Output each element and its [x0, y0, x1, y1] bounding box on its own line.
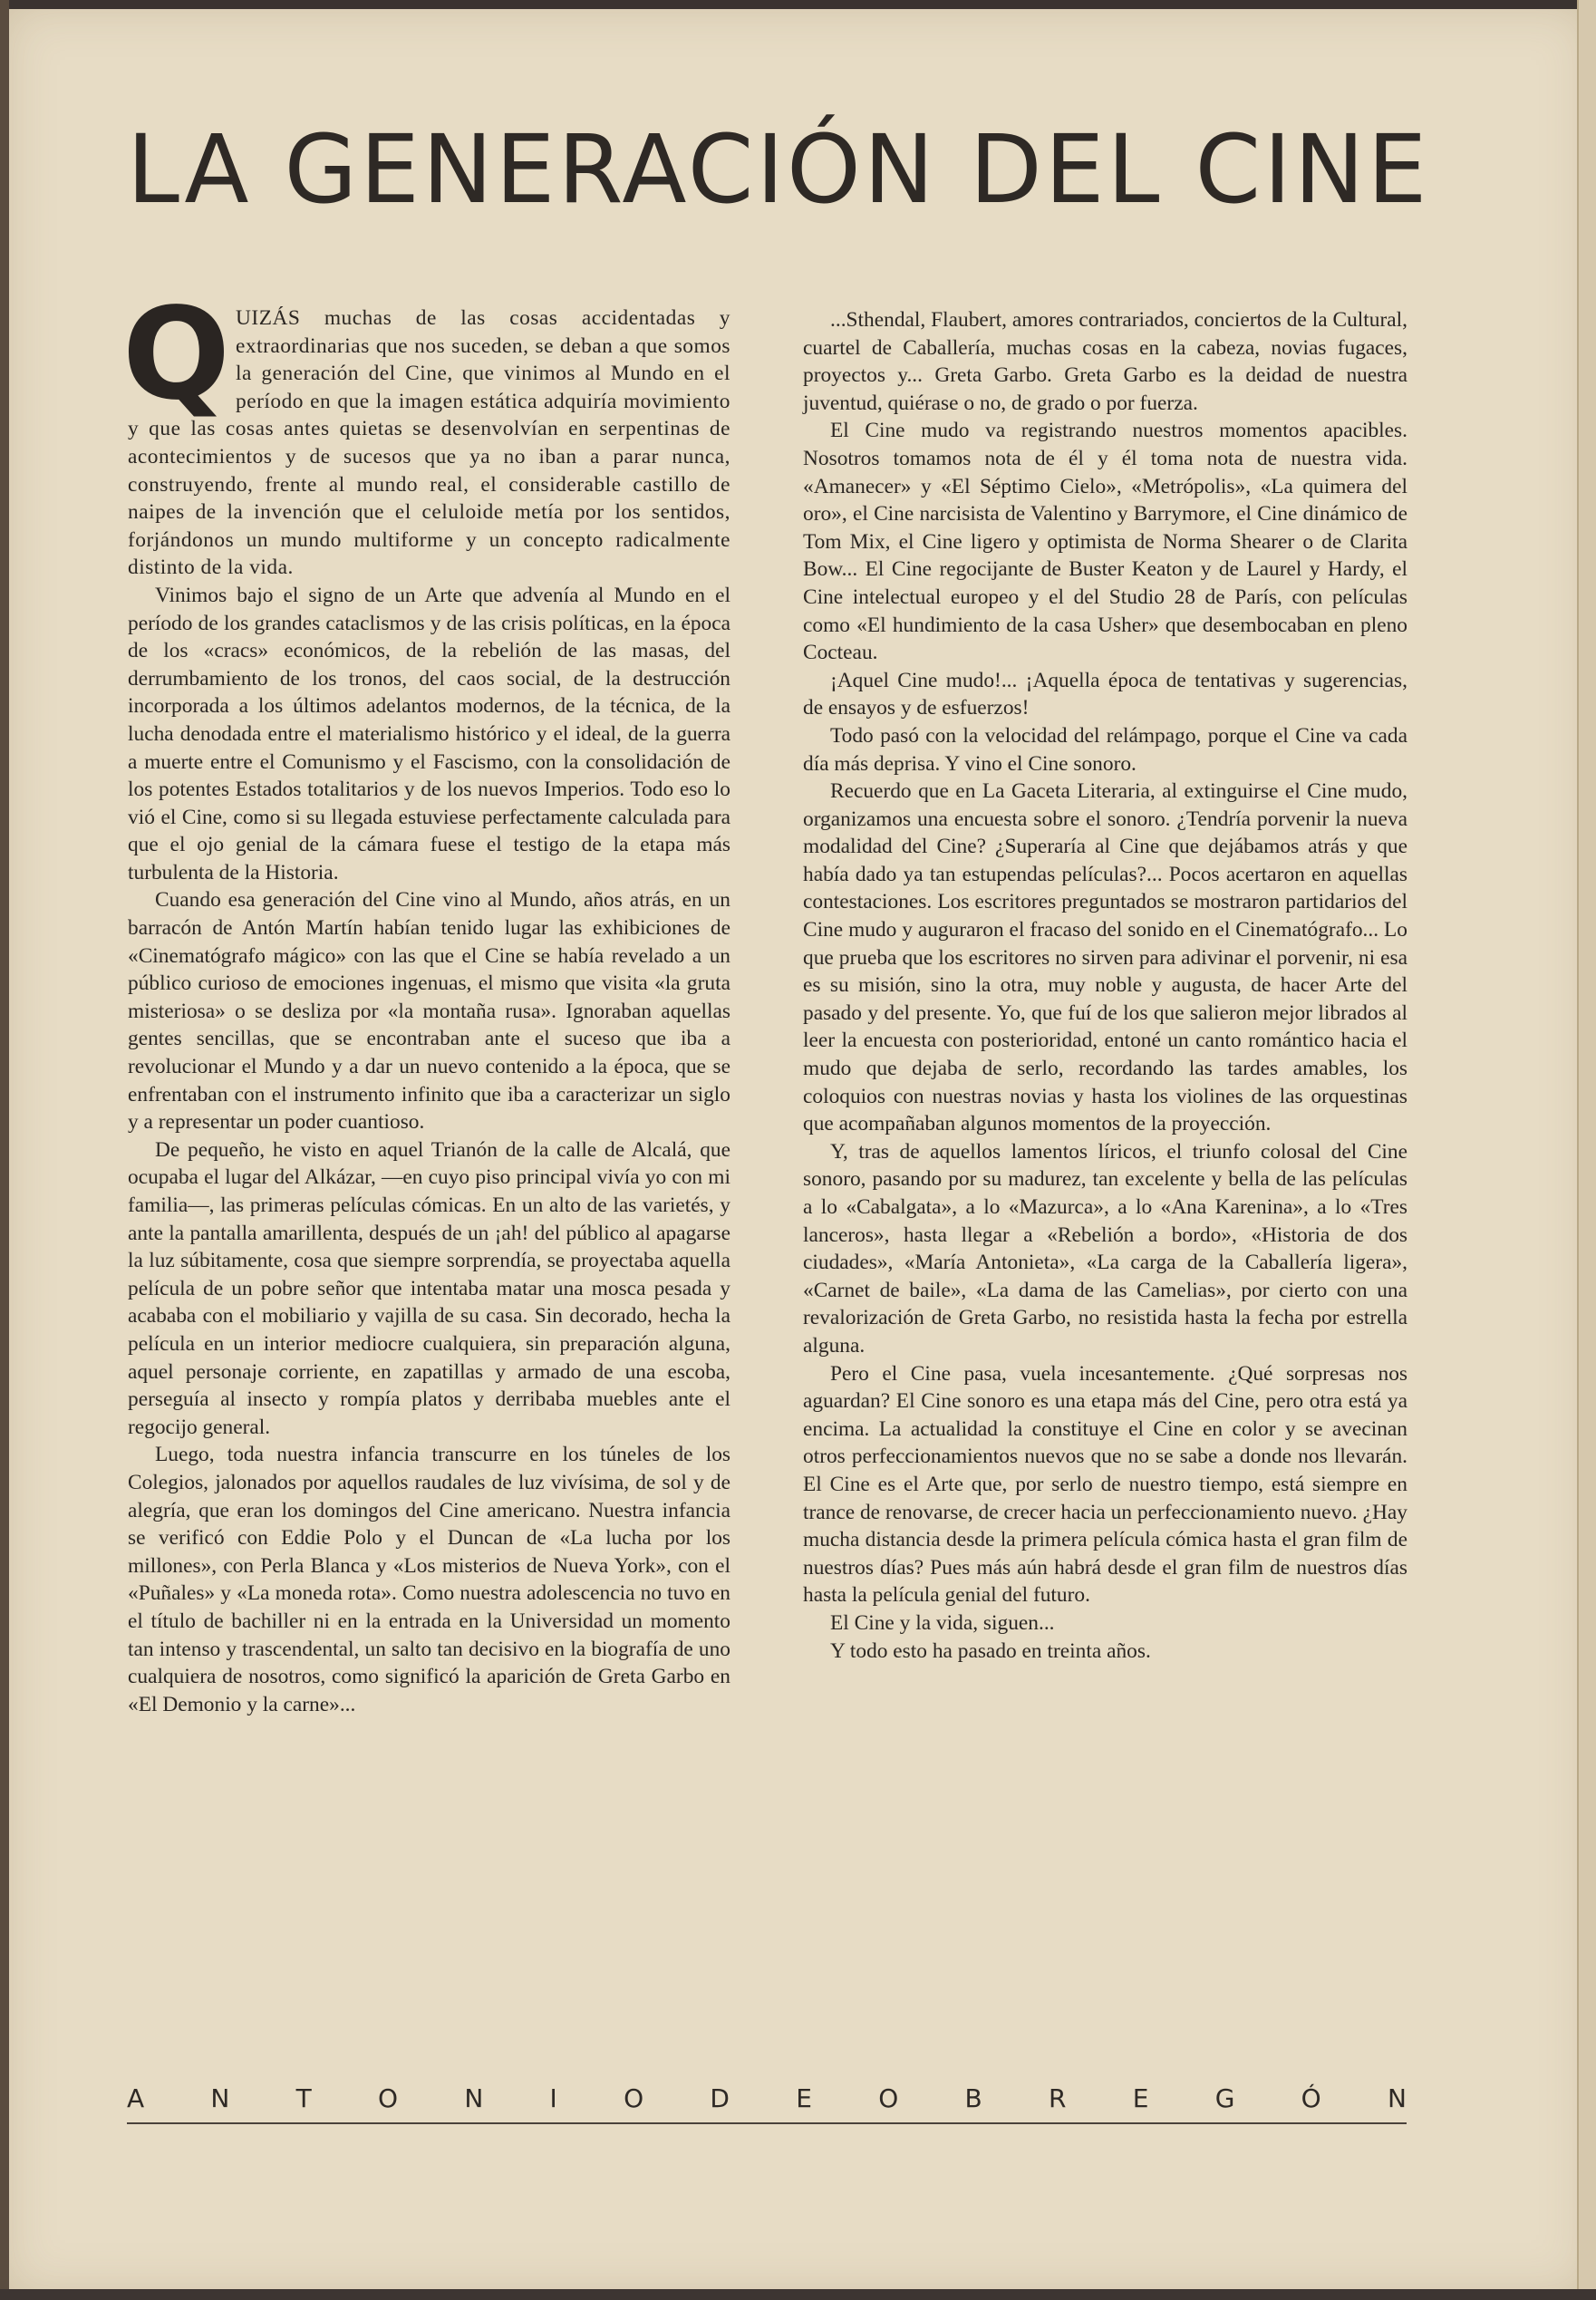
paragraph: De pequeño, he visto en aquel Trianón de la calle de Alcalá, que ocupaba el lugar del Alkázar, —en cuyo piso principal vivía yo con mi familia—, las primeras películas cómicas. En un alto de las varietés, y ante la pantalla amarillenta, después de un ¡ah! del público al apagarse la luz súbitamente, cosa que siempre sorprendía, se proyectaba aquella película de un pobre señor que intentaba matar una mosca pesada y acababa con el mobiliario y vajilla de su casa. Sin decorado, hecha la película en un interior mediocre cualquiera, sin preparación alguna, aquel personaje corriente, en zapatillas y armado de una escoba, perseguía al insecto y rompía platos y derribaba muebles ante el regocijo general. — [128, 1137, 730, 1439]
lead-paragraph — [122, 281, 730, 582]
byline-letter: Ó — [1301, 2083, 1321, 2113]
byline-letter: O — [624, 2083, 644, 2113]
paragraph: Vinimos bajo el signo de un Arte que advenía al Mundo en el período de los grandes cataclismos y de las crisis políticas, en la época de los «cracs» económicos, de la rebelión de las masas, del derrumbamiento de los tronos, del caos social, de la destrucción incorporada a los últimos adelantos modernos, de la técnica, de la lucha denodada entre el materialismo histórico y el ideal, de la guerra a muerte entre el Comunismo y el Fascismo, con la consolidación de los potentes Estados totalitarios y de los nuevos Imperios. Todo eso lo vió el Cine, como si su llegada estuviese perfectamente calculada para que el ojo genial de la cámara fuese el testigo de la etapa más turbulenta de la Historia. — [128, 583, 730, 884]
paragraph: ...Sthendal, Flaubert, amores contrariados, conciertos de la Cultural, cuartel de Caballería, muchas cosas en la cabeza, novias fugaces, proyectos y... Greta Garbo. Greta Garbo es la deidad de nuestra juventud, quiérase o no, de grado o por fuerza. — [803, 308, 1407, 415]
byline-letter: A — [127, 2083, 145, 2113]
byline-letter: N — [1387, 2083, 1407, 2113]
paragraph: Pero el Cine pasa, vuela incesantemente. ¿Qué sorpresas nos aguardan? El Cine sonoro es una etapa más del Cine, pero otra está ya encima. La actualidad la constituye el Cine en color y se avecinan otros perfeccionamientos nuevos que no se sabe a donde nos llevarán. El Cine es el Arte que, por serlo de nuestro tiempo, está siempre en trance de renovarse, de crecer hacia un perfeccionamiento nuevo. ¿Hay mucha distancia desde la primera película cómica hasta el gran film de nuestros días? Pues más aún habrá desde el gran film de nuestros días hasta la película genial del futuro. — [803, 1361, 1407, 1608]
paragraph: Recuerdo que en La Gaceta Literaria, al extinguirse el Cine mudo, organizamos una encuesta sobre el sonoro. ¿Tendría porvenir la nueva modalidad del Cine? ¿Superaría al Cine que dejábamos atrás y que había dado ya tan estupendas películas?... Pocos acertaron en aquellas contestaciones. Los escritores preguntados se mostraron partidarios del Cine mudo y auguraron el fracaso del sonido en el Cinematógrafo... Lo que prueba que los escritores no sirven para adivinar el porvenir, ni esa es su misión, sino la otra, muy noble y augusta, de hacer Arte del pasado y del presente. Yo, que fuí de los que salieron mejor librados al leer la encuesta con posterioridad, entoné un canto romántico hacia el mudo que dejaba de serlo, recordando las tardes amables, los coloquios con nuestras novias y hasta los violines de las orquestinas que acompañaban algunos momentos de la proyección. — [803, 779, 1407, 1136]
right-column — [803, 306, 1407, 1665]
byline-letter: G — [1214, 2083, 1235, 2113]
byline-letter: O — [878, 2083, 899, 2113]
paragraph: ¡Aquel Cine mudo!... ¡Aquella época de tentativas y sugerencias, de ensayos y de esfuerzos! — [803, 668, 1407, 720]
paragraph: Cuando esa generación del Cine vino al Mundo, años atrás, en un barracón de Antón Martín habían tenido lugar las exhibiciones de «Cinematógrafo mágico» con las que el Cine se había revelado a un público curioso de emociones ingenuas, el mismo que visita «la gruta misteriosa» o se desliza por «la montaña rusa». Ignoraban aquellas gentes sencillas, que se encontraban ante el suceso que iba a revolucionar el Mundo y a dar un nuevo contenido a la época, que se enfrentaban con el instrumento infinito que iba a caracterizar un siglo y a representar un poder cuantioso. — [128, 888, 730, 1135]
byline-letter: E — [796, 2083, 812, 2113]
byline-letter: D — [710, 2083, 730, 2113]
byline-letter: R — [1048, 2083, 1067, 2113]
paragraph: El Cine y la vida, siguen... — [830, 1610, 1055, 1635]
scan-edge-top — [0, 0, 1596, 9]
author-byline — [127, 2083, 1407, 2113]
scan-edge-right — [1577, 0, 1596, 2300]
byline-letter: N — [464, 2083, 484, 2113]
byline-rule — [127, 2122, 1407, 2124]
paragraph: Todo pasó con la velocidad del relámpago, porque el Cine va cada día más deprisa. Y vino el Cine sonoro. — [803, 723, 1407, 776]
scan-edge-bottom — [0, 2289, 1596, 2300]
scan-edge-left — [0, 0, 9, 2300]
byline-letter: O — [378, 2083, 399, 2113]
paragraph: Y todo esto ha pasado en treinta años. — [830, 1638, 1151, 1663]
byline-letter: N — [210, 2083, 230, 2113]
byline-letter: E — [1132, 2083, 1149, 2113]
paragraph: Luego, toda nuestra infancia transcurre en los túneles de los Colegios, jalonados por aquellos raudales de luz vivísima, de sol y de alegría, que eran los domingos del Cine americano. Nuestra infancia se verificó con Eddie Polo y el Duncan de «La lucha por los millones», con Perla Blanca y «Los misterios de Nueva York», con el «Puñales» y «La moneda rota». Como nuestra adolescencia no tuvo en el título de bachiller ni en la entrada en la Universidad un momento tan intenso y trascendental, un salto tan decisivo en la biografía de uno cualquiera de nosotros, como significó la aparición de Greta Garbo en «El Demonio y la carne»... — [128, 1443, 730, 1716]
byline-letter: I — [549, 2083, 557, 2113]
lead-text: UIZÁS muchas de las cosas accidentadas y extraordinarias que nos suceden, se deban a que somos la generación del Cine, que vinimos al Mundo en el período en que la imagen estática adquiría movimiento y que las cosas antes quietas se desenvolvían en serpentinas de acontecimientos y de sucesos que ya no iban a parar nunca, construyendo, frente al mundo real, el considerable castillo de naipes de la invención que el celuloide metía por los sentidos, forjándonos un mundo multiforme y un concepto radicalmente distinto de la vida. — [128, 306, 730, 580]
byline-letter: T — [295, 2083, 312, 2113]
paragraph: El Cine mudo va registrando nuestros momentos apacibles. Nosotros tomamos nota de él y él toma nota de nuestra vida. «Amanecer» y «El Séptimo Cielo», «Metrópolis», «La quimera del oro», el Cine narcisista de Valentino y Barrymore, el Cine dinámico de Tom Mix, el Cine ligero y optimista de Norma Shearer o de Clarita Bow... El Cine regocijante de Buster Keaton y de Laurel y Hardy, el Cine intelectual europeo y el del Studio 28 de París, con películas como «El hundimiento de la casa Usher» que desembocaban en pleno Cocteau. — [803, 419, 1407, 665]
left-column — [122, 281, 730, 1718]
drop-cap: Q — [122, 281, 231, 429]
article-title: LA GENERACIÓN DEL CINE — [127, 114, 1430, 225]
paragraph: Y, tras de aquellos lamentos líricos, el triunfo colosal del Cine sonoro, pasando por su madurez, tan excelente y bella de las películas a lo «Cabalgata», a lo «Mazurca», a lo «Ana Karenina», a lo «Tres lanceros», hasta llegar a «Rebelión a bordo», «Historia de dos ciudades», «María Antonieta», «La carga de la Caballería ligera», «Carnet de baile», «La dama de las Camelias», por cierto con una revalorización de Greta Garbo, no resistida hasta la fecha por estrella alguna. — [803, 1139, 1407, 1358]
byline-letter: B — [964, 2083, 982, 2113]
